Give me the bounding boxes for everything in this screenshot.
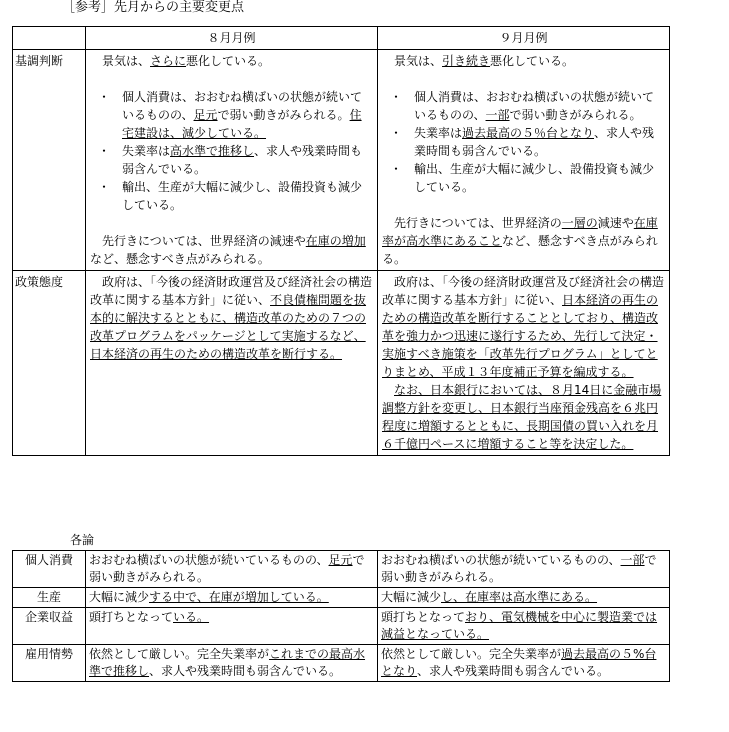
seisaku-aug-text: 政府は、「今後の経済財政運営及び経済社会の構造改革に関する基本方針」に従い、不良債権問題を抜本的に解決するとともに、構造改革のための７つの改革プログラムをパッケージとして実施するなど、日本経済の再生のための構造改革を断行する。 [90, 275, 373, 361]
detail-label-employment: 雇用情勢 [13, 645, 86, 682]
kicho-sep-bullet-unemployment: ・ 失業率は過去最高の５％台となり、求人や残業時間も弱含んでいる。 [382, 124, 665, 160]
detail-row-consumption [13, 551, 670, 588]
kicho-august [86, 50, 378, 271]
detail-sep-production: 大幅に減少し、在庫率は高水準にある。 [378, 588, 670, 608]
seisaku-september [378, 271, 670, 456]
kakuron-title: 各論 [70, 533, 95, 547]
detail-label-production: 生産 [13, 588, 86, 608]
detail-sep-consumption: おおむね横ばいの状態が続いているものの、一部で弱い動きがみられる。 [378, 551, 670, 588]
detail-row-employment [13, 645, 670, 682]
detail-label-consumption: 個人消費 [13, 551, 86, 588]
kicho-sep-bullet-exports: ・ 輸出、生産が大幅に減少し、設備投資も減少している。 [382, 160, 665, 196]
header-row [13, 27, 670, 50]
page-title: ［参考］先月からの主要変更点 [62, 0, 245, 15]
kicho-sep-outlook: 先行きについては、世界経済の一層の減速や在庫率が高水準にあることなど、懸念すべき点がみられる。 [382, 216, 658, 266]
detail-label-profits: 企業収益 [13, 608, 86, 645]
header-blank [13, 27, 86, 50]
detail-comparison-table [12, 550, 670, 682]
seisaku-row [13, 271, 670, 456]
kicho-aug-outlook: 先行きについては、世界経済の減速や在庫の増加など、懸念すべき点がみられる。 [90, 234, 366, 266]
main-comparison-table [12, 26, 670, 456]
kicho-sep-bullet-consumption: ・ 個人消費は、おおむね横ばいの状態が続いているものの、一部で弱い動きがみられる。 [382, 88, 665, 124]
seisaku-sep-boj: なお、日本銀行においては、８月14日に金融市場調整方針を変更し、日本銀行当座預金残高を６兆円程度に増額するとともに、長期国債の買い入れを月６千億円ペースに増額すること等を決定した。 [382, 383, 662, 451]
detail-sep-profits: 頭打ちとなっており、電気機械を中心に製造業では減益となっている。 [378, 608, 670, 645]
detail-aug-profits: 頭打ちとなっている。 [86, 608, 378, 645]
header-august: ８月月例 [86, 27, 378, 50]
kicho-september [378, 50, 670, 271]
kicho-aug-bullet-consumption: ・ 個人消費は、おおむね横ばいの状態が続いているものの、足元で弱い動きがみられる。住宅建設は、減少している。 [90, 88, 373, 142]
seisaku-august [86, 271, 378, 456]
kicho-aug-bullet-unemployment: ・ 失業率は高水準で推移し、求人や残業時間も弱含んでいる。 [90, 142, 373, 178]
header-september: ９月月例 [378, 27, 670, 50]
detail-aug-production: 大幅に減少する中で、在庫が増加している。 [86, 588, 378, 608]
detail-aug-employment: 依然として厳しい。完全失業率がこれまでの最高水準で推移し、求人や残業時間も弱含んでいる。 [86, 645, 378, 682]
kicho-aug-summary: 景気は、さらに悪化している。 [102, 54, 271, 68]
detail-row-profits [13, 608, 670, 645]
kicho-aug-bullet-exports: ・ 輸出、生産が大幅に減少し、設備投資も減少している。 [90, 178, 373, 214]
detail-aug-consumption: おおむね横ばいの状態が続いているものの、足元で弱い動きがみられる。 [86, 551, 378, 588]
kicho-sep-summary: 景気は、引き続き悪化している。 [394, 54, 575, 68]
kicho-label: 基調判断 [13, 50, 86, 271]
kicho-row [13, 50, 670, 271]
detail-row-production [13, 588, 670, 608]
seisaku-label: 政策態度 [13, 271, 86, 456]
detail-sep-employment: 依然として厳しい。完全失業率が過去最高の５%台となり、求人や残業時間も弱含んでいる。 [378, 645, 670, 682]
seisaku-sep-text: 政府は、「今後の経済財政運営及び経済社会の構造改革に関する基本方針」に従い、日本経済の再生のための構造改革を断行することとしており、構造改革を強力かつ迅速に遂行するため、先行して決定・実施すべき施策を「改革先行プログラム」としてとりまとめ、平成１３年度補正予算を編成する。 [382, 275, 665, 379]
